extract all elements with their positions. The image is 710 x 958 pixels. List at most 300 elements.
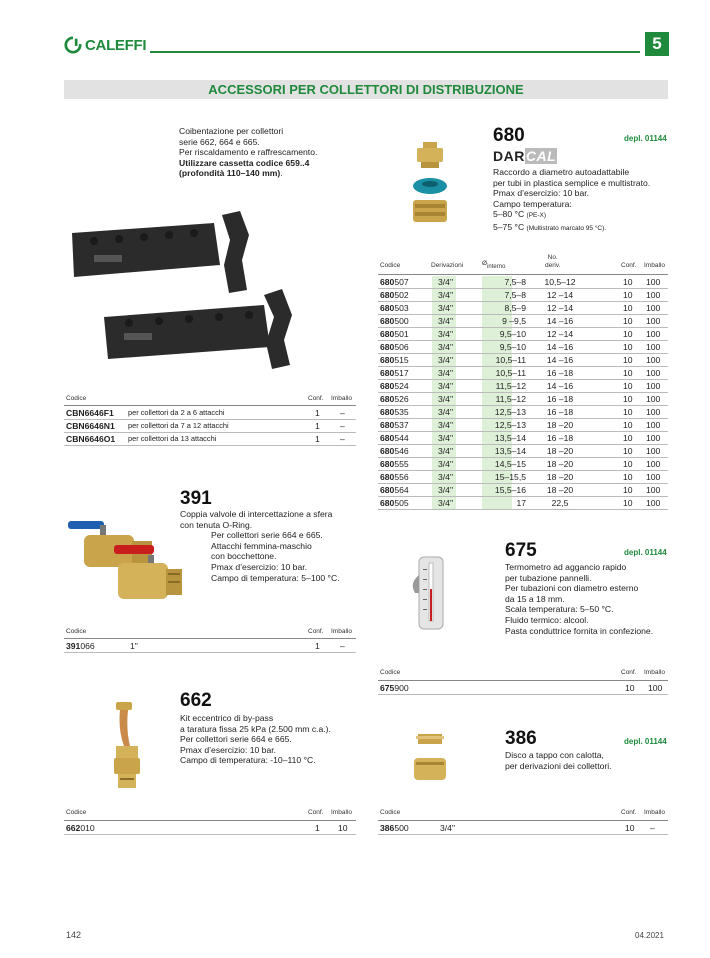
code-suffix: 524: [394, 381, 409, 391]
code-suffix: 507: [394, 277, 409, 287]
table-row: [378, 432, 668, 445]
conf-cell: 10: [623, 355, 633, 365]
table-row: [64, 420, 356, 433]
table-row: [378, 341, 668, 354]
col-header-conf: Conf.: [621, 262, 637, 269]
col-header-code: Codice: [380, 809, 401, 816]
col-header-interno: [482, 260, 506, 270]
deriv-cell: 18 –20: [546, 472, 574, 482]
code-prefix: 680: [380, 342, 395, 352]
derivazione-cell: 3/4": [438, 316, 453, 326]
product-number-662: 662: [180, 690, 212, 711]
col-header-imballo: Imballo: [644, 262, 665, 269]
code-cell: CBN6646F1: [66, 408, 114, 418]
table-divider: [64, 820, 356, 821]
code-cell: [380, 498, 409, 508]
deriv-cell: 16 –18: [546, 433, 574, 443]
interno-cell: 15,5–16: [494, 485, 526, 495]
table-row: [64, 640, 356, 653]
imballo-cell: 100: [646, 420, 661, 430]
table-row: [378, 354, 668, 367]
fitting-680-image: [405, 140, 455, 230]
code-suffix: 501: [394, 329, 409, 339]
table-row: [378, 419, 668, 432]
product-number-386: 386: [505, 728, 537, 749]
table-row: [378, 445, 668, 458]
derivazione-cell: 3/4": [438, 355, 453, 365]
table-divider: [378, 820, 668, 821]
code-suffix: 515: [394, 355, 409, 365]
text-line: Pmax d’esercizio: 10 bar.: [211, 561, 308, 572]
code-cell: [380, 355, 409, 365]
header-sub: interno: [487, 264, 506, 270]
text-line: Scala temperatura: 5–50 °C.: [505, 604, 614, 615]
code-suffix: 535: [394, 407, 409, 417]
text-line: Pasta conduttrice fornita in confezione.: [505, 625, 654, 636]
interno-cell: 7,5–8: [504, 290, 526, 300]
table-row: [378, 406, 668, 419]
text-line: per tubazione pannelli.: [505, 572, 592, 583]
code-suffix: 564: [394, 485, 409, 495]
code-cell: CBN6646O1: [66, 434, 116, 444]
brand-dar: DAR: [493, 148, 525, 164]
imballo-cell: 100: [646, 342, 661, 352]
code-suffix: 505: [394, 498, 409, 508]
desc-cell: per collettori da 7 a 12 attacchi: [128, 421, 229, 430]
code-cell: [380, 472, 409, 482]
code-prefix: 680: [380, 381, 395, 391]
conf-cell: 1: [315, 408, 320, 418]
derivazione-cell: 3/4": [438, 472, 453, 482]
dep-675: depl. 01144: [624, 548, 667, 557]
caleffi-logo: [64, 36, 146, 54]
code-prefix: 680: [380, 290, 395, 300]
p386-description: [505, 750, 675, 771]
code-cell: CBN6646N1: [66, 421, 115, 431]
col-header-code: Codice: [380, 262, 401, 269]
table-row: [64, 433, 356, 446]
deriv-cell: 16 –18: [546, 394, 574, 404]
code-prefix: 680: [380, 355, 395, 365]
table-row: [378, 276, 668, 289]
text-line: da 15 a 18 mm.: [505, 593, 565, 604]
derivazione-cell: 3/4": [438, 446, 453, 456]
code-prefix: 680: [380, 368, 395, 378]
interno-cell: 13,5–14: [494, 446, 526, 456]
text-line: Kit eccentrico di by-pass: [180, 713, 274, 723]
text-line: Campo temperatura:: [493, 198, 572, 209]
code-suffix: 506: [394, 342, 409, 352]
col-header-imballo: Imballo: [331, 809, 352, 816]
conf-cell: 10: [623, 420, 633, 430]
deriv-cell: 12 –14: [546, 329, 574, 339]
interno-cell: 11,5–12: [495, 394, 526, 404]
valve-391-image: [66, 515, 186, 605]
derivazione-cell: 3/4": [438, 368, 453, 378]
col-header-code: Codice: [66, 395, 87, 402]
derivazione-cell: 3/4": [438, 498, 453, 508]
interno-cell: 9 –9,5: [502, 316, 526, 326]
code-cell: [380, 459, 409, 469]
section-number: 5: [645, 32, 669, 56]
text-line: Disco a tappo con calotta,: [505, 750, 604, 760]
cap-386-image: [408, 732, 453, 784]
derivazione-cell: 3/4": [438, 381, 453, 391]
code-cell: [380, 329, 409, 339]
conf-cell: 10: [623, 381, 633, 391]
code-cell: [380, 823, 409, 833]
conf-cell: 1: [315, 434, 320, 444]
brand-cal: CAL: [525, 148, 557, 164]
interno-cell: 12,5–13: [494, 420, 526, 430]
col-header-code: Codice: [66, 809, 87, 816]
text-line: Termometro ad aggancio rapido: [505, 562, 627, 572]
code-prefix: 680: [380, 316, 395, 326]
interno-cell: 9,5–10: [499, 342, 526, 352]
table-row: [378, 484, 668, 497]
interno-cell: 10,5–11: [495, 355, 526, 365]
deriv-cell: 22,5: [551, 498, 569, 508]
derivazione-cell: 3/4": [438, 329, 453, 339]
text-line: .: [280, 168, 283, 179]
imballo-cell: 100: [646, 485, 661, 495]
table-row: [378, 458, 668, 471]
desc-cell: per collettori da 2 a 6 attacchi: [128, 408, 225, 417]
code-cell: [380, 342, 409, 352]
text-line: a taratura fissa 25 kPa (2.500 mm c.a.).: [180, 723, 331, 734]
text-note: (PE-X): [526, 212, 547, 220]
code-prefix: 680: [380, 433, 395, 443]
table-row: [378, 289, 668, 302]
code-prefix: 680: [380, 303, 395, 313]
text-line: 5–75 °C: [493, 221, 525, 232]
dep-386: depl. 01144: [624, 737, 667, 746]
text-line: Per riscaldamento e raffrescamento.: [179, 147, 318, 158]
deriv-cell: 12 –14: [546, 290, 574, 300]
text-line: Per tubazioni con diametro esterno: [505, 583, 639, 594]
deriv-cell: 14 –16: [546, 342, 574, 352]
table-row: [378, 682, 668, 695]
text-line: serie 662, 664 e 665.: [179, 136, 260, 147]
text-line: Per collettori serie 664 e 665.: [211, 530, 323, 541]
product-number-675: 675: [505, 540, 537, 561]
derivazione-cell: 3/4": [438, 407, 453, 417]
p662-description: [180, 713, 380, 766]
header-text: deriv.: [545, 262, 561, 269]
col-header-code: Codice: [66, 628, 87, 635]
p680-description: [493, 167, 673, 235]
code-prefix: 680: [380, 277, 395, 287]
derivazione-cell: 3/4": [440, 823, 455, 833]
imballo-cell: 100: [646, 303, 661, 313]
derivazione-cell: 3/4": [438, 485, 453, 495]
imballo-cell: 100: [646, 459, 661, 469]
deriv-cell: 16 –18: [546, 407, 574, 417]
text-line: Fluido termico: alcool.: [505, 614, 589, 625]
imballo-cell: –: [340, 434, 345, 444]
code-cell: [380, 303, 409, 313]
deriv-cell: 14 –16: [546, 355, 574, 365]
text-line: per derivazioni dei collettori.: [505, 760, 612, 771]
conf-cell: 1: [315, 641, 320, 651]
table-row: [64, 822, 356, 835]
code-prefix: 680: [380, 485, 395, 495]
code-prefix: 680: [380, 329, 395, 339]
conf-cell: 10: [625, 683, 635, 693]
product-number-391: 391: [180, 488, 212, 509]
text-line: Attacchi femmina-maschio: [211, 540, 312, 551]
header-text: No.: [547, 254, 558, 261]
interno-cell: 9,5–10: [499, 329, 526, 339]
darcal-brand: [493, 148, 557, 164]
code-prefix: 680: [380, 420, 395, 430]
text-line: Campo di temperatura: 5–100 °C.: [211, 572, 340, 583]
table-row: [64, 407, 356, 420]
code-suffix: 900: [394, 683, 409, 693]
interno-cell: 17: [516, 498, 526, 508]
imballo-cell: 100: [646, 329, 661, 339]
derivazione-cell: 3/4": [438, 277, 453, 287]
code-cell: [380, 433, 409, 443]
conf-cell: 10: [623, 329, 633, 339]
imballo-cell: 100: [646, 433, 661, 443]
conf-cell: 10: [623, 407, 633, 417]
imballo-cell: 100: [646, 316, 661, 326]
imballo-cell: –: [340, 408, 345, 418]
code-cell: [66, 641, 95, 651]
header-rule: [150, 51, 640, 53]
code-prefix: 680: [380, 472, 395, 482]
imballo-cell: 100: [648, 683, 663, 693]
col-header-imballo: Imballo: [331, 628, 352, 635]
p675-description: [505, 562, 675, 636]
code-cell: [380, 290, 409, 300]
conf-cell: 10: [623, 277, 633, 287]
code-prefix: 680: [380, 498, 395, 508]
header-text: Ø: [482, 260, 488, 267]
conf-cell: 10: [623, 485, 633, 495]
interno-cell: 11,5–12: [495, 381, 526, 391]
code-cell: [380, 394, 409, 404]
code-cell: [380, 407, 409, 417]
conf-cell: 10: [625, 823, 635, 833]
col-header-imballo: Imballo: [644, 669, 665, 676]
text-line: con tenuta O-Ring.: [180, 519, 253, 530]
col-header-derivazioni: Derivazioni: [431, 262, 464, 269]
conf-cell: 10: [623, 446, 633, 456]
imballo-cell: 100: [646, 394, 661, 404]
imballo-cell: 100: [646, 368, 661, 378]
conf-cell: 10: [623, 498, 633, 508]
interno-cell: 12,5–13: [494, 407, 526, 417]
deriv-cell: 18 –20: [546, 420, 574, 430]
text-line: Coppia valvole di intercettazione a sfera: [180, 509, 333, 519]
table-divider: [378, 680, 668, 681]
text-line: Pmax d’esercizio: 10 bar.: [180, 744, 277, 755]
table-row: [378, 315, 668, 328]
interno-cell: 15–15,5: [494, 472, 526, 482]
imballo-cell: 100: [646, 290, 661, 300]
code-suffix: 010: [80, 823, 95, 833]
imballo-cell: 100: [646, 381, 661, 391]
code-cell: [380, 316, 409, 326]
code-cell: [380, 446, 409, 456]
thermometer-675-image: [405, 553, 455, 633]
text-line-bold: Utilizzare cassetta codice 659..4: [179, 157, 310, 168]
derivazione-cell: 3/4": [438, 303, 453, 313]
col-header-deriv: [545, 254, 560, 270]
code-prefix: 662: [66, 823, 81, 833]
text-line: per tubi in plastica semplice e multistrato.: [493, 177, 651, 188]
code-suffix: 544: [394, 433, 409, 443]
table-row: [378, 367, 668, 380]
insulation-image: [64, 205, 304, 380]
code-prefix: 391: [66, 641, 81, 651]
edition-date: 04.2021: [635, 931, 664, 940]
code-prefix: 680: [380, 459, 395, 469]
col-header-conf: Conf.: [308, 809, 324, 816]
col-header-conf: Conf.: [621, 809, 637, 816]
product-number-680: 680: [493, 125, 525, 146]
conf-cell: 1: [315, 823, 320, 833]
table-row: [378, 471, 668, 484]
derivazione-cell: 3/4": [438, 342, 453, 352]
deriv-cell: 18 –20: [546, 446, 574, 456]
derivazione-cell: 3/4": [438, 420, 453, 430]
dep-680: depl. 01144: [624, 134, 667, 143]
deriv-cell: 10,5–12: [544, 277, 576, 287]
interno-cell: 7,5–8: [504, 277, 526, 287]
conf-cell: 1: [315, 421, 320, 431]
text-line: Coibentazione per collettori: [179, 126, 284, 136]
code-suffix: 537: [394, 420, 409, 430]
size-cell: 1": [130, 641, 138, 651]
imballo-cell: 100: [646, 472, 661, 482]
col-header-conf: Conf.: [308, 395, 324, 402]
table-row: [378, 302, 668, 315]
coib-description: [179, 126, 369, 179]
conf-cell: 10: [623, 368, 633, 378]
table-row: [378, 822, 668, 835]
text-note: (Multistrato marcato 95 °C).: [526, 224, 607, 232]
imballo-cell: 10: [338, 823, 348, 833]
deriv-cell: 12 –14: [546, 303, 574, 313]
code-suffix: 503: [394, 303, 409, 313]
derivazione-cell: 3/4": [438, 433, 453, 443]
deriv-cell: 14 –16: [546, 316, 574, 326]
imballo-cell: –: [650, 823, 655, 833]
interno-cell: 14,5–15: [494, 459, 526, 469]
table-row: [378, 497, 668, 510]
code-suffix: 502: [394, 290, 409, 300]
col-header-conf: Conf.: [621, 669, 637, 676]
code-prefix: 680: [380, 407, 395, 417]
deriv-cell: 14 –16: [546, 381, 574, 391]
table-row: [378, 328, 668, 341]
code-suffix: 555: [394, 459, 409, 469]
code-suffix: 500: [394, 316, 409, 326]
interno-cell: 13,5–14: [494, 433, 526, 443]
code-cell: [380, 485, 409, 495]
page-number: 142: [66, 930, 82, 940]
brand-name: CALEFFI: [85, 36, 147, 54]
imballo-cell: 100: [646, 355, 661, 365]
conf-cell: 10: [623, 316, 633, 326]
conf-cell: 10: [623, 433, 633, 443]
col-header-imballo: Imballo: [644, 809, 665, 816]
text-line: con bocchettone.: [211, 551, 277, 562]
derivazione-cell: 3/4": [438, 459, 453, 469]
code-cell: [66, 823, 95, 833]
bypass-662-image: [100, 700, 150, 792]
text-line: Per collettori serie 664 e 665.: [180, 734, 292, 745]
code-prefix: 675: [380, 683, 395, 693]
col-header-code: Codice: [380, 669, 401, 676]
deriv-cell: 18 –20: [546, 485, 574, 495]
table-divider: [64, 405, 356, 406]
code-prefix: 386: [380, 823, 395, 833]
code-cell: [380, 368, 409, 378]
imballo-cell: –: [340, 641, 345, 651]
conf-cell: 10: [623, 459, 633, 469]
table-680: [378, 276, 668, 510]
imballo-cell: –: [340, 421, 345, 431]
interno-cell: 8,5–9: [504, 303, 526, 313]
p391-description: [180, 509, 370, 583]
interno-cell: 10,5–11: [495, 368, 526, 378]
conf-cell: 10: [623, 472, 633, 482]
col-header-imballo: Imballo: [331, 395, 352, 402]
code-cell: [380, 381, 409, 391]
code-cell: [380, 420, 409, 430]
imballo-cell: 100: [646, 277, 661, 287]
derivazione-cell: 3/4": [438, 290, 453, 300]
code-prefix: 680: [380, 446, 395, 456]
text-line: Raccordo a diametro autoadattabile: [493, 167, 630, 177]
table-divider: [378, 274, 668, 275]
conf-cell: 10: [623, 342, 633, 352]
code-suffix: 517: [394, 368, 409, 378]
caleffi-logo-icon: [64, 36, 82, 54]
derivazione-cell: 3/4": [438, 394, 453, 404]
code-suffix: 066: [80, 641, 95, 651]
text-line-bold: (profondità 110–140 mm): [179, 168, 281, 179]
table-divider: [64, 638, 356, 639]
imballo-cell: 100: [646, 407, 661, 417]
imballo-cell: 100: [646, 498, 661, 508]
conf-cell: 10: [623, 394, 633, 404]
page-title: ACCESSORI PER COLLETTORI DI DISTRIBUZIONE: [64, 80, 668, 99]
code-cell: [380, 277, 409, 287]
conf-cell: 10: [623, 290, 633, 300]
deriv-cell: 18 –20: [546, 459, 574, 469]
code-suffix: 526: [394, 394, 409, 404]
code-prefix: 680: [380, 394, 395, 404]
table-row: [378, 380, 668, 393]
code-suffix: 556: [394, 472, 409, 482]
text-line: 5–80 °C: [493, 209, 525, 220]
table-row: [378, 393, 668, 406]
text-line: Campo di temperatura: -10–110 °C.: [180, 755, 316, 766]
desc-cell: per collettori da 13 attacchi: [128, 434, 217, 443]
imballo-cell: 100: [646, 446, 661, 456]
text-line: Pmax d’esercizio: 10 bar.: [493, 188, 590, 199]
col-header-conf: Conf.: [308, 628, 324, 635]
conf-cell: 10: [623, 303, 633, 313]
deriv-cell: 16 –18: [546, 368, 574, 378]
code-suffix: 500: [394, 823, 409, 833]
code-cell: [380, 683, 409, 693]
